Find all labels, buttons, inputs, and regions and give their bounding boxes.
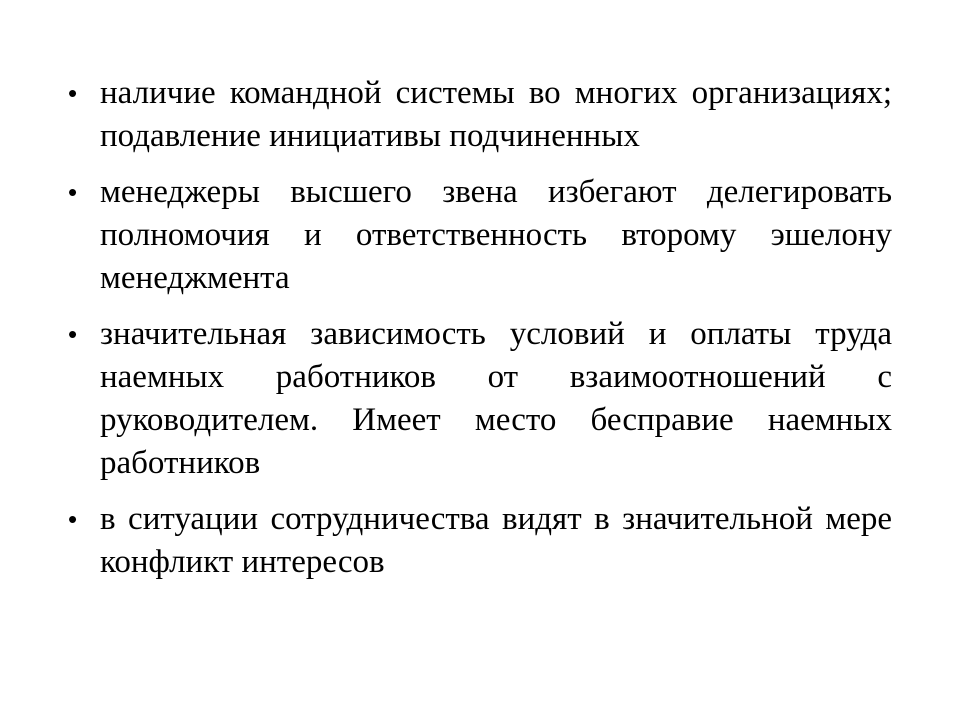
bullet-item bbox=[68, 313, 892, 485]
bullet-icon: • bbox=[68, 177, 78, 207]
bullet-list bbox=[68, 72, 892, 597]
bullet-item bbox=[68, 498, 892, 584]
bullet-item bbox=[68, 72, 892, 158]
bullet-text: значительная зависимость условий и оплаты труда наемных работников от взаимоотношений с руководителем. Имеет место бесправие наемных работников bbox=[100, 316, 892, 481]
bullet-icon: • bbox=[68, 504, 78, 534]
bullet-text: в ситуации сотрудничества видят в значительной мере конфликт интересов bbox=[100, 501, 892, 580]
bullet-icon: • bbox=[68, 319, 78, 349]
bullet-item bbox=[68, 171, 892, 300]
bullet-text: менеджеры высшего звена избегают делегировать полномочия и ответственность второму эшелону менеджмента bbox=[100, 174, 892, 296]
bullet-icon: • bbox=[68, 78, 78, 108]
bullet-text: наличие командной системы во многих организациях; подавление инициативы подчиненных bbox=[100, 75, 892, 154]
